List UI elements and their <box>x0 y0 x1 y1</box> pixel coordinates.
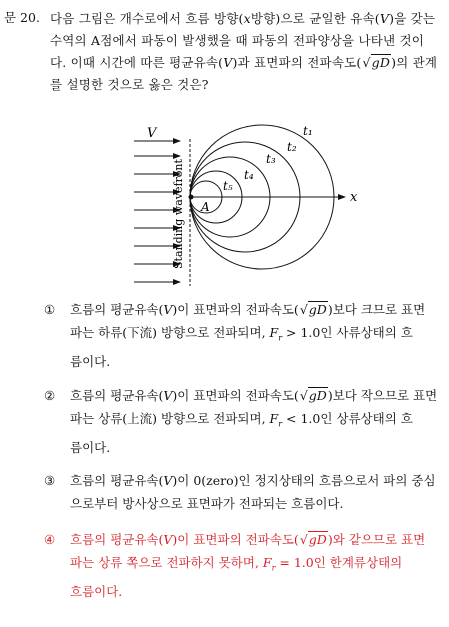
option-1-mark: ① <box>44 302 56 317</box>
x-axis-label: x <box>350 190 358 205</box>
stem-text: )을 갖는 <box>389 11 436 26</box>
option-3[interactable] <box>44 469 444 515</box>
sqrt-gd: √gD <box>299 388 327 403</box>
standing-wavefront-label: Standing wavefront <box>172 159 185 269</box>
point-a-label: A <box>201 200 210 214</box>
stem-text: )과 표면파의 전파속도( <box>232 55 362 70</box>
question-number: 문 20. <box>4 10 40 25</box>
stem-text: 를 설명한 것으로 옳은 것은? <box>50 77 209 92</box>
t2-label: t₂ <box>287 140 297 154</box>
option-1[interactable] <box>44 298 444 373</box>
stem-text: 다. 이때 시간에 따른 평균유속( <box>50 55 224 70</box>
option-2[interactable] <box>44 384 444 459</box>
stem-text: 다음 그림은 개수로에서 흐름 방향( <box>50 11 244 26</box>
option-4-mark: ④ <box>44 532 56 547</box>
velocity-label: V <box>147 126 157 141</box>
option-1-text: 흐름의 평균유속(V)이 표면파의 전파속도(√gD)보다 크므로 표면 파는 하류(下流) 방향으로 전파되며, $F_r > 1.0$인 사류상태의 흐 름이다. <box>70 298 444 373</box>
option-3-mark: ③ <box>44 473 56 488</box>
option-4-text: 흐름의 평균유속(V)이 표면파의 전파속도(√gD)와 같으므로 표면 파는 상류 쪽으로 전파하지 못하며, $F_r = 1.0$인 한계류상태의 흐름이다. <box>70 528 444 603</box>
wave-diagram <box>0 124 449 289</box>
option-2-text: 흐름의 평균유속(V)이 표면파의 전파속도(√gD)보다 작으므로 표면 파는 상류(上流) 방향으로 전파되며, $F_r < 1.0$인 상류상태의 흐 름이다. <box>70 384 444 459</box>
stem-text: 수역의 A점에서 파동이 발생했을 때 파동의 전파양상을 나타낸 것이 <box>50 33 425 48</box>
question-stem <box>50 8 442 96</box>
stem-text: 방향)으로 균일한 유속( <box>250 11 380 26</box>
stem-text: )의 관계 <box>391 55 438 70</box>
stem-x-symbol: x <box>243 11 251 26</box>
option-4[interactable] <box>44 528 444 603</box>
sqrt-gd: √gD <box>299 302 327 317</box>
t5-label: t₅ <box>223 179 233 193</box>
t3-label: t₃ <box>266 152 276 166</box>
stem-v-symbol: V <box>379 11 390 26</box>
stem-v-symbol: V <box>223 55 233 70</box>
sqrt-gd: √gD <box>362 55 391 70</box>
t4-label: t₄ <box>244 168 254 182</box>
sqrt-gd: √gD <box>299 532 327 547</box>
t1-label: t₁ <box>303 124 313 138</box>
point-a-dot <box>189 195 194 200</box>
option-2-mark: ② <box>44 388 56 403</box>
option-3-text: 흐름의 평균유속(V)이 0(zero)인 정지상태의 흐름으로서 파의 중심 으로부터 방사상으로 표면파가 전파되는 흐름이다. <box>70 473 436 511</box>
